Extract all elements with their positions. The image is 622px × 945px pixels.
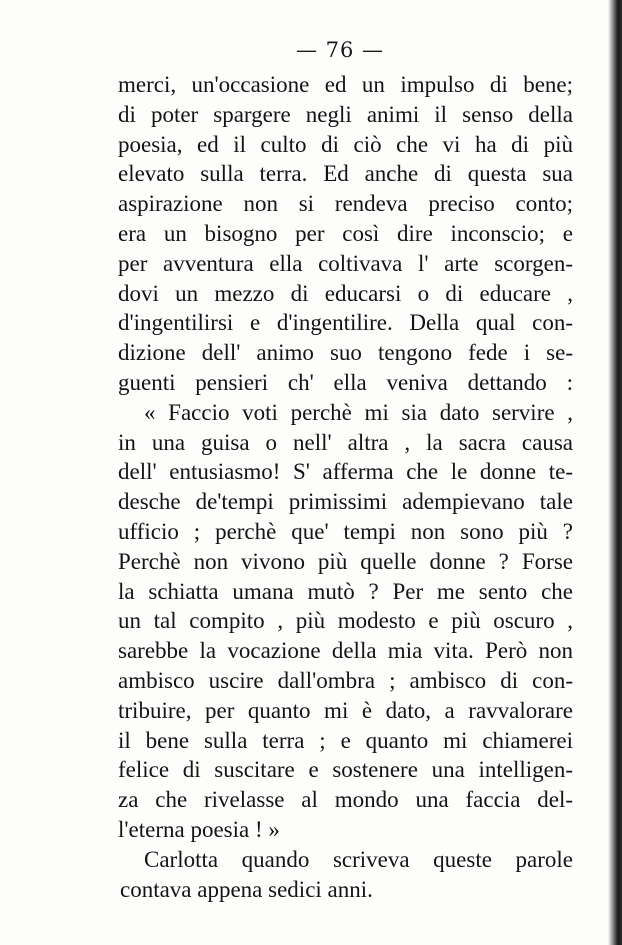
text-line-27: Carlotta quando scriveva queste parole — [144, 846, 573, 872]
text-line-1: merci, un'occasione ed un impulso di bene; — [118, 72, 573, 97]
text-line-21: ambisco uscire dall'ombra ; ambisco di con- — [118, 667, 573, 693]
text-line-4: elevato sulla terra. Ed anche di questa sua — [118, 161, 573, 187]
text-line-26: l'eterna poesia ! » — [118, 816, 280, 842]
text-line-14: dell' entusiasmo! S' afferma che le donne te- — [118, 459, 573, 485]
text-line-22: tribuire, per quanto mi è dato, a ravvalorare — [118, 697, 573, 723]
text-line-11: guenti pensieri ch' ella veniva dettando : — [118, 369, 573, 395]
text-line-12: « Faccio voti perchè mi sia dato servire , — [144, 399, 573, 425]
text-line-10: dizione dell' animo suo tengono fede i se- — [118, 340, 573, 366]
text-line-28: contava appena sedici anni. — [120, 876, 373, 902]
text-line-20: sarebbe la vocazione della mia vita. Però non — [118, 638, 573, 664]
text-line-17: Perchè non vivono più quelle donne ? Forse — [118, 548, 573, 574]
text-line-13: in una guisa o nell' altra , la sacra causa — [118, 429, 573, 455]
text-line-19: un tal compito , più modesto e più oscuro , — [118, 608, 573, 634]
text-line-7: per avventura ella coltivava l' arte scorgen- — [118, 250, 573, 276]
page-number: — 76 — — [295, 38, 385, 62]
text-line-6: era un bisogno per così dire inconscio; e — [118, 220, 573, 246]
text-line-23: il bene sulla terra ; e quanto mi chiamerei — [118, 727, 573, 753]
text-line-18: la schiatta umana mutò ? Per me sento che — [118, 578, 573, 604]
text-line-5: aspirazione non si rendeva preciso conto; — [118, 191, 573, 217]
text-line-9: d'ingentilirsi e d'ingentilire. Della qual con- — [118, 310, 573, 336]
text-line-16: ufficio ; perchè que' tempi non sono più ? — [118, 518, 573, 544]
page-edge-shadow — [608, 0, 622, 945]
text-line-24: felice di suscitare e sostenere una intelligen- — [118, 757, 573, 783]
text-line-8: dovi un mezzo di educarsi o di educare , — [118, 280, 573, 306]
body-text — [118, 70, 573, 904]
text-line-25: za che rivelasse al mondo una faccia del- — [118, 787, 573, 813]
text-line-15: desche de'tempi primissimi adempievano tale — [118, 489, 573, 515]
text-line-3: poesia, ed il culto di ciò che vi ha di più — [118, 131, 573, 157]
text-line-2: di poter spargere negli animi il senso della — [118, 101, 573, 127]
